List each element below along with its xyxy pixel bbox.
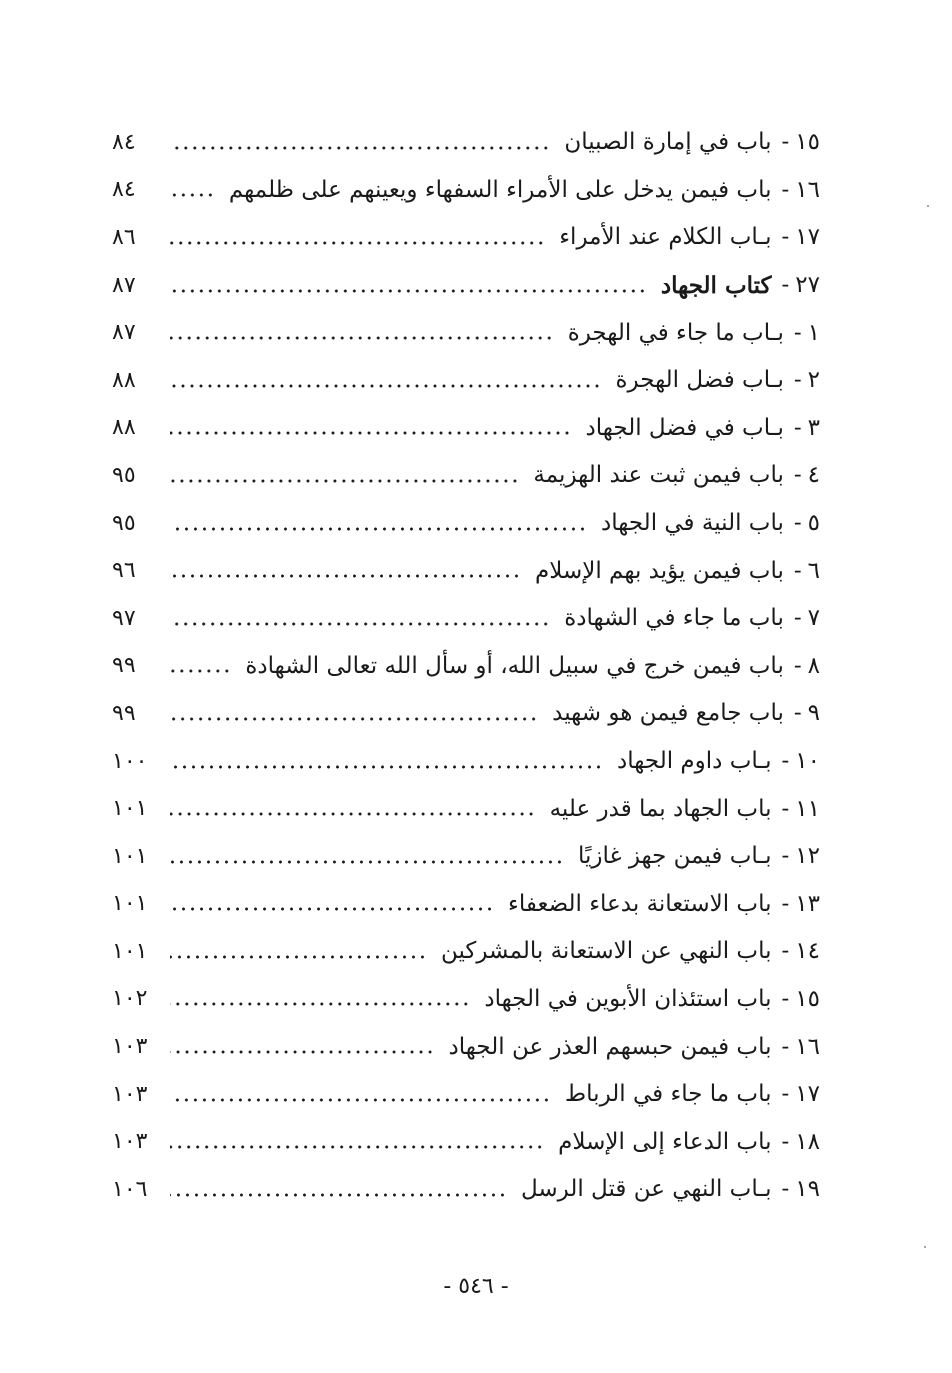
toc-entry (112, 1166, 820, 1214)
dot-leader (170, 955, 427, 959)
dot-leader (170, 336, 554, 340)
entry-separator: - (781, 795, 790, 822)
entry-page-number: ١٠١ (112, 796, 148, 822)
toc-entry (112, 595, 820, 643)
entry-page-number: ٩٩ (112, 700, 136, 726)
entry-title: بـاب الكلام عند الأمراء (559, 224, 772, 251)
entry-title: باب الدعاء إلى الإسلام (558, 1128, 772, 1155)
table-of-contents (112, 119, 820, 1214)
dot-leader (170, 527, 587, 531)
entry-number: ١٤ (795, 938, 820, 965)
toc-entry (112, 500, 820, 548)
scan-speck (924, 1246, 926, 1248)
entry-number: ١٦ (795, 1033, 820, 1060)
toc-entry (112, 881, 820, 929)
entry-page-number: ١٠١ (112, 938, 148, 964)
toc-entry (112, 643, 820, 691)
entry-separator: - (781, 224, 790, 251)
entry-number: ١٩ (795, 1176, 820, 1203)
entry-page-number: ١٠٣ (112, 1081, 148, 1107)
entry-page-number: ٨٨ (112, 415, 136, 441)
entry-title: باب الجهاد بما قدر عليه (549, 795, 772, 822)
entry-title: بـاب فيمن جهز غازيًا (577, 843, 772, 870)
entry-separator: - (793, 319, 802, 346)
dot-leader (170, 1193, 507, 1197)
toc-entry (112, 976, 820, 1024)
toc-entry (112, 785, 820, 833)
entry-title: باب النهي عن الاستعانة بالمشركين (440, 938, 772, 965)
entry-page-number: ٨٧ (112, 272, 136, 298)
entry-page-number: ٩٩ (112, 653, 136, 679)
page-number: - ٥٤٦ - (443, 1274, 509, 1299)
entry-page-number: ٩٦ (112, 558, 136, 584)
toc-entry (112, 1071, 820, 1119)
entry-title: باب فيمن يدخل على الأمراء السفهاء ويعينهم على ظلمهم (228, 176, 772, 203)
entry-title: بـاب ما جاء في الهجرة (567, 319, 784, 346)
entry-number: ١٧ (795, 224, 820, 251)
toc-entry (112, 690, 820, 738)
dot-leader (170, 1002, 470, 1006)
entry-title: كتاب الجهاد (660, 272, 772, 300)
dot-leader (170, 669, 231, 673)
entry-title: باب جامع فيمن هو شهيد (552, 700, 784, 727)
entry-separator: - (793, 414, 802, 441)
entry-number: ١٥ (795, 985, 820, 1012)
entry-page-number: ١٠١ (112, 891, 148, 917)
entry-number: ٤ (807, 462, 820, 489)
entry-title: باب فيمن حبسهم العذر عن الجهاد (448, 1033, 772, 1060)
dot-leader (170, 574, 521, 578)
entry-separator: - (793, 367, 802, 394)
toc-entry (112, 119, 820, 167)
entry-page-number: ١٠٢ (112, 986, 148, 1012)
entry-page-number: ٨٦ (112, 224, 136, 250)
entry-separator: - (793, 700, 802, 727)
toc-entry (112, 547, 820, 595)
entry-page-number: ٩٥ (112, 462, 136, 488)
entry-page-number: ٨٧ (112, 320, 136, 346)
toc-entry (112, 357, 820, 405)
entry-title: باب استئذان الأبوين في الجهاد (484, 985, 772, 1012)
entry-separator: - (793, 462, 802, 489)
entry-separator: - (781, 843, 790, 870)
dot-leader (170, 1050, 435, 1054)
toc-entry (112, 405, 820, 453)
entry-number: ١٢ (795, 843, 820, 870)
entry-separator: - (793, 605, 802, 632)
entry-title: بـاب فضل الهجرة (615, 367, 784, 394)
entry-title: باب فيمن خرج في سبيل الله، أو سأل الله تعالى الشهادة (245, 652, 784, 679)
dot-leader (170, 241, 545, 245)
toc-entry (112, 262, 820, 310)
entry-page-number: ٩٥ (112, 510, 136, 536)
entry-separator: - (793, 652, 802, 679)
scan-speck (927, 205, 929, 207)
toc-entry (112, 928, 820, 976)
entry-separator: - (781, 1033, 790, 1060)
entry-title: باب ما جاء في الشهادة (564, 605, 784, 632)
entry-separator: - (781, 890, 790, 917)
entry-number: ٨ (807, 652, 820, 679)
entry-number: ١١ (795, 795, 820, 822)
dot-leader (170, 1145, 544, 1149)
entry-number: ١٣ (795, 890, 820, 917)
entry-title: باب فيمن ثبت عند الهزيمة (533, 462, 784, 489)
dot-leader (170, 289, 647, 293)
dot-leader (170, 860, 564, 864)
entry-page-number: ١٠١ (112, 843, 148, 869)
entry-number: ٣ (807, 414, 820, 441)
entry-separator: - (781, 1128, 790, 1155)
entry-number: ٩ (807, 700, 820, 727)
dot-leader (170, 717, 538, 721)
entry-number: ٢ (807, 367, 820, 394)
entry-page-number: ١٠٦ (112, 1176, 148, 1202)
entry-title: بـاب في فضل الجهاد (585, 414, 784, 441)
entry-page-number: ٩٧ (112, 605, 136, 631)
entry-number: ١٨ (795, 1128, 820, 1155)
entry-number: ١٥ (795, 129, 820, 156)
entry-separator: - (781, 1176, 790, 1203)
entry-title: بـاب داوم الجهاد (617, 748, 772, 775)
toc-entry (112, 1023, 820, 1071)
dot-leader (170, 907, 494, 911)
entry-number: ٦ (807, 557, 820, 584)
entry-separator: - (781, 1081, 790, 1108)
entry-number: ٢٧ (795, 272, 820, 299)
dot-leader (170, 765, 603, 769)
dot-leader (170, 622, 550, 626)
toc-entry (112, 167, 820, 215)
entry-title: باب النية في الجهاد (600, 510, 784, 537)
entry-page-number: ١٠٠ (112, 748, 148, 774)
dot-leader (170, 193, 215, 197)
entry-separator: - (781, 176, 790, 203)
dot-leader (170, 479, 519, 483)
toc-entry (112, 309, 820, 357)
toc-entry (112, 214, 820, 262)
entry-separator: - (781, 748, 790, 775)
entry-page-number: ٨٤ (112, 177, 136, 203)
entry-title: باب فيمن يؤيد بهم الإسلام (535, 557, 784, 584)
dot-leader (170, 431, 572, 435)
entry-title: بـاب النهي عن قتل الرسل (520, 1176, 772, 1203)
dot-leader (170, 812, 536, 816)
entry-separator: - (781, 938, 790, 965)
dot-leader (170, 146, 550, 150)
entry-page-number: ١٠٣ (112, 1034, 148, 1060)
entry-number: ١٠ (795, 748, 820, 775)
entry-page-number: ١٠٣ (112, 1129, 148, 1155)
toc-entry (112, 833, 820, 881)
entry-title: باب ما جاء في الرباط (564, 1081, 772, 1108)
entry-separator: - (793, 510, 802, 537)
entry-separator: - (781, 985, 790, 1012)
entry-separator: - (781, 129, 790, 156)
entry-title: باب الاستعانة بدعاء الضعفاء (508, 890, 772, 917)
entry-title: باب في إمارة الصبيان (564, 129, 772, 156)
dot-leader (170, 1098, 551, 1102)
entry-page-number: ٨٤ (112, 129, 136, 155)
entry-number: ٥ (807, 510, 820, 537)
toc-entry (112, 738, 820, 786)
entry-number: ١ (807, 319, 820, 346)
dot-leader (170, 384, 601, 388)
entry-separator: - (781, 272, 790, 299)
entry-number: ٧ (807, 605, 820, 632)
entry-page-number: ٨٨ (112, 367, 136, 393)
toc-entry (112, 452, 820, 500)
toc-entry (112, 1118, 820, 1166)
entry-number: ١٧ (795, 1081, 820, 1108)
entry-separator: - (793, 557, 802, 584)
entry-number: ١٦ (795, 176, 820, 203)
